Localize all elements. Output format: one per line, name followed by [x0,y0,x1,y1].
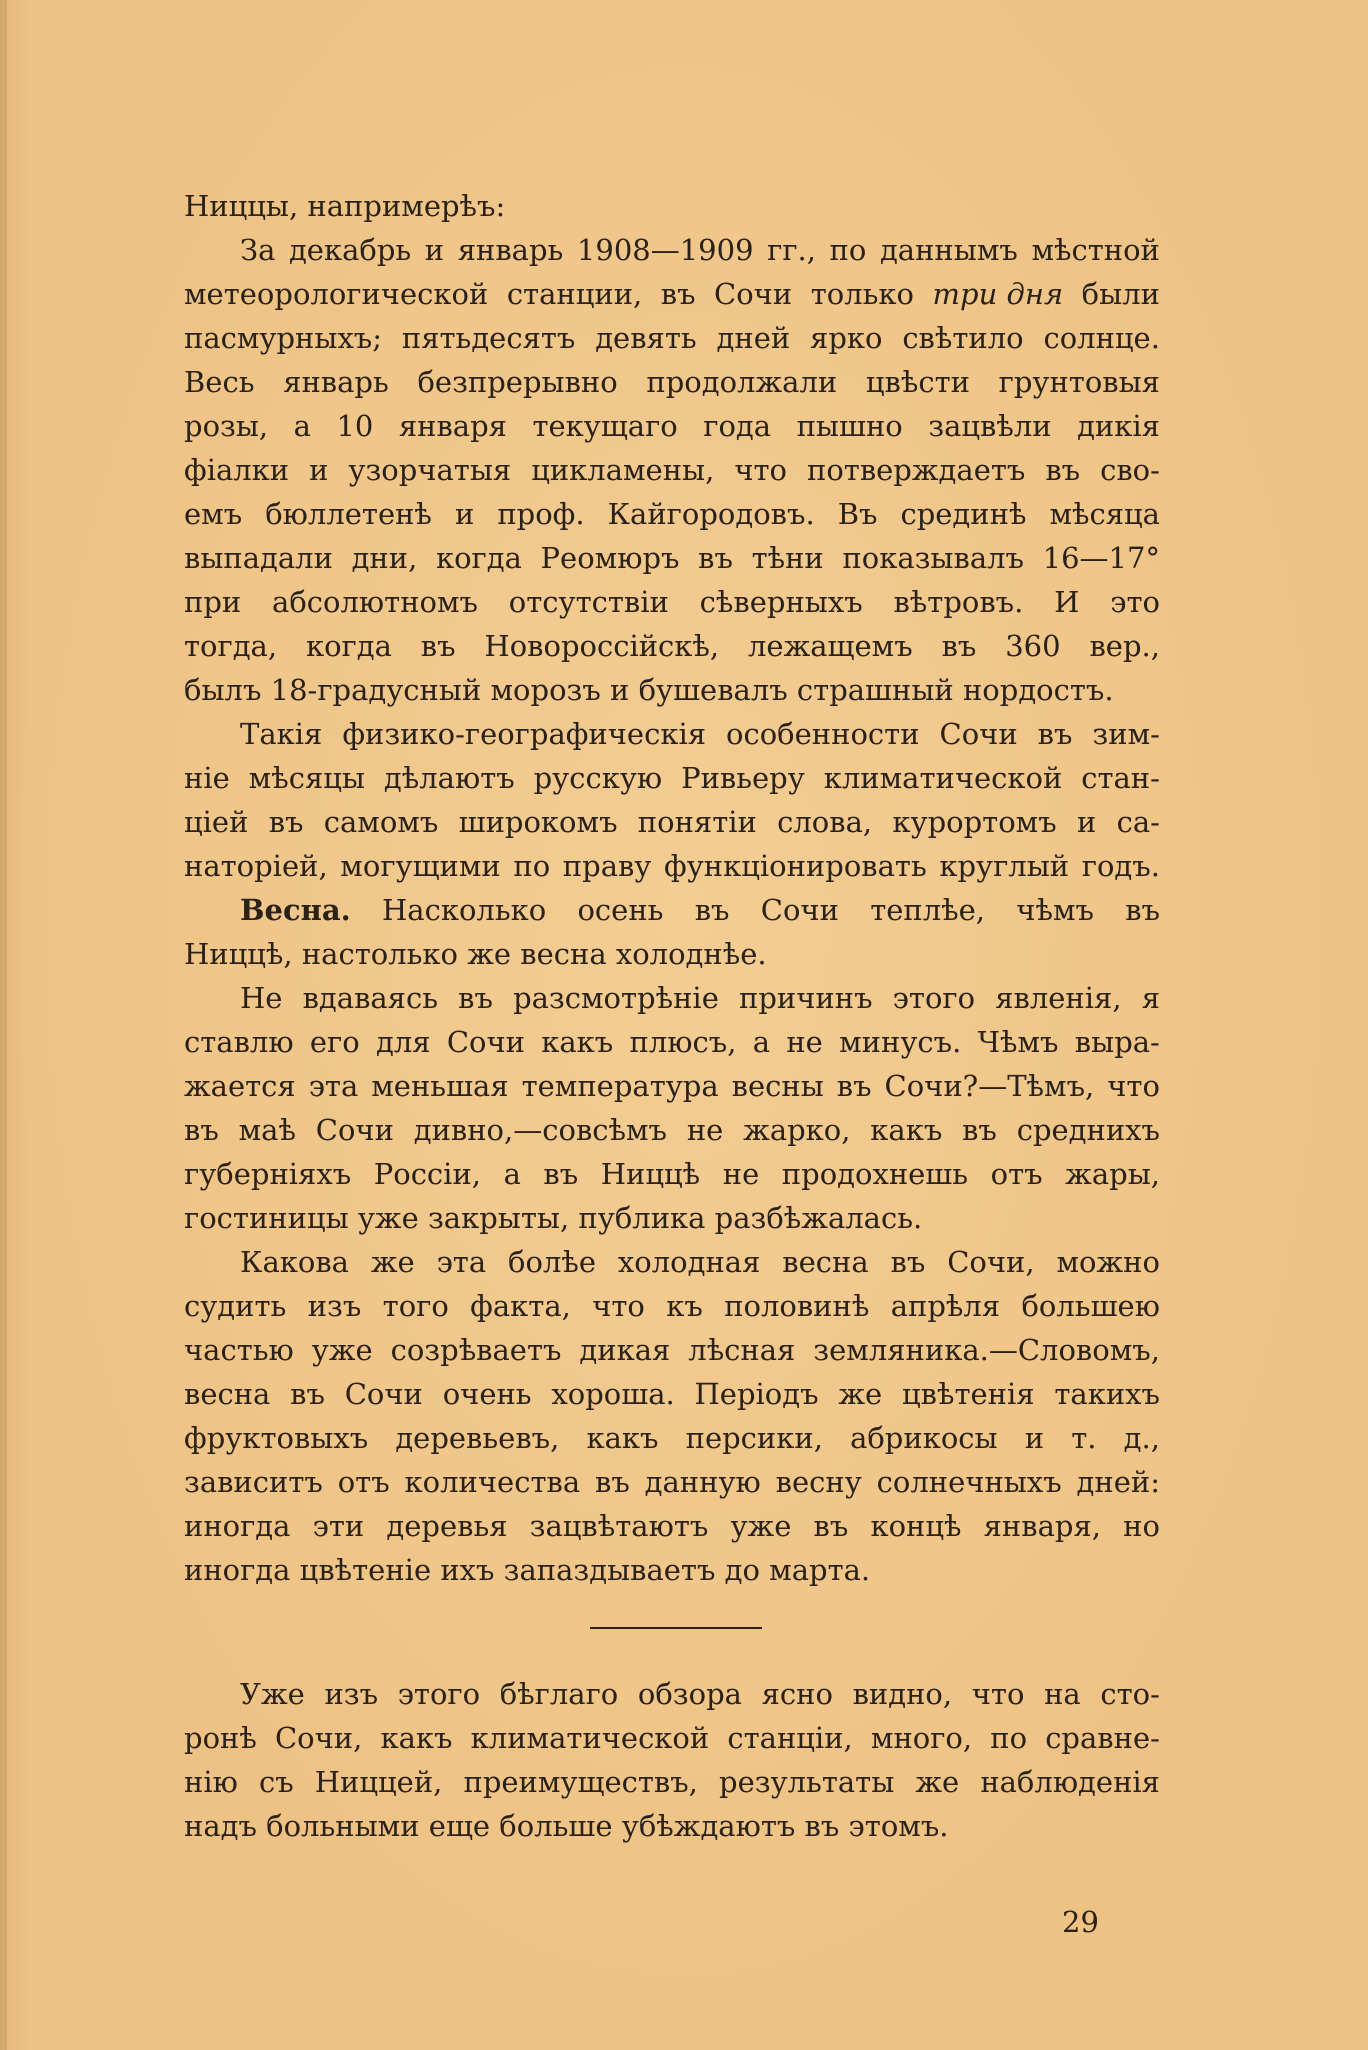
word: не [722,1157,760,1191]
word: иногда [184,1509,291,1543]
word: особенности [726,717,920,751]
text-line [184,888,1160,932]
word: видно, [852,1677,953,1711]
word: декабрь [288,233,412,267]
word: Сочи [344,1377,423,1411]
word: сто- [1100,1677,1160,1711]
word: весну [775,1465,862,1499]
word: грунтовыя [998,365,1160,399]
word: гостиницы уже закрыты, публика разбѣжалась. [184,1201,923,1235]
word: Ниццы, напримерѣъ: [184,189,506,223]
word: жается [184,1069,296,1103]
word: лежащемъ [748,629,913,663]
word: безпрерывно [417,365,618,399]
word: мѣсяца [1049,497,1160,531]
word: изъ [324,1677,379,1711]
word: самомъ [323,805,439,839]
word: въ [660,277,696,311]
word: этого [892,981,976,1015]
text-line [184,624,1160,668]
word: къ [666,1289,703,1323]
text-line [184,1284,1160,1328]
word: Сочи, [274,1721,363,1755]
text-line [184,1240,1160,1284]
word: большею [1021,1289,1160,1323]
word: годъ. [1081,849,1160,883]
paragraph-without-going-into [184,976,1160,1240]
word: меньшая [371,1069,509,1103]
word: солнце. [1043,321,1160,355]
text-line [184,536,1160,580]
word: выпадали [184,541,333,575]
word: За [240,233,276,267]
word: круглый [939,849,1070,883]
word: проф. [497,497,585,531]
word: эта [308,1069,359,1103]
word: Весь [184,365,255,399]
word: абсолютномъ [272,585,478,619]
word: хороша. [551,1377,675,1411]
word: 1908—1909 [576,233,754,267]
paragraph-colder-spring [184,1240,1160,1672]
text-line [184,1328,1160,1372]
word: лѣсная [688,1333,796,1367]
word: а [503,1157,521,1191]
paragraph-conclusion [184,1672,1160,1848]
word: климатической [470,1721,710,1755]
text-line [184,492,1160,536]
word: такихъ [1054,1377,1160,1411]
word: и [1076,805,1097,839]
text-line [184,712,1160,756]
word: половинѣ [724,1289,870,1323]
word: не [686,1113,724,1147]
word: Кайгородовъ. [607,497,815,531]
word: дней: [1076,1465,1160,1499]
word: среднихъ [1016,1113,1160,1147]
word: даннымъ [879,233,1018,267]
word: Россіи, [373,1157,481,1191]
word: И [1054,585,1080,619]
word: Сочи?—Тѣмъ, [884,1069,1095,1103]
page-number: 29 [1062,1905,1099,1939]
word: сво- [1100,453,1160,487]
word: и [1024,1421,1045,1455]
word: Ниццѣ [600,1157,701,1191]
paragraph-spring [184,888,1160,976]
word: а [752,1025,771,1059]
word: дѣлаютъ [383,761,515,795]
word: физико-географическія [342,717,707,751]
word: вдаваясь [302,981,439,1015]
word: тѣни [751,541,824,575]
word: же [838,1377,883,1411]
word: бѣглаго [499,1677,619,1711]
word: разсмотрѣніе [513,981,719,1015]
word: праву [562,849,652,883]
word: въ [962,1113,997,1147]
text-line [184,1020,1160,1064]
word: дикая [579,1333,671,1367]
word: станции, [506,277,643,311]
word: въ [1045,453,1081,487]
word: наторіей, [184,849,328,883]
word: са- [1116,805,1160,839]
word: отъ [337,1465,390,1499]
word: земляника.—Словомъ, [813,1333,1160,1367]
word: вер., [1089,629,1160,663]
word: данную [644,1465,761,1499]
word: понятіи [637,805,757,839]
word: Сочи [446,1025,525,1059]
word: и [424,233,445,267]
word: весны [731,1069,824,1103]
word: въ [836,1069,872,1103]
text-line [184,1108,1160,1152]
paragraph-december-january [184,228,1160,712]
word: Ниццей, [314,1765,443,1799]
word: дивно,—совсѣмъ [413,1113,668,1147]
word: обзора [637,1677,742,1711]
word: зацвѣли [928,409,1052,443]
word: продолжали [646,365,838,399]
word: д., [1123,1421,1160,1455]
text-line [184,1152,1160,1196]
word: надъ больными еще больше убѣждаютъ въ этомъ. [184,1809,949,1843]
word: маѣ [238,1113,296,1147]
text-line [184,932,1160,976]
word: количества [404,1465,581,1499]
word: явленія, [995,981,1122,1015]
text-line [184,800,1160,844]
word: зим- [1092,717,1160,751]
text-line [184,1372,1160,1416]
word: съ [258,1765,294,1799]
word: по [829,233,867,267]
word: цвѣсти [865,365,970,399]
word: пышно [796,409,903,443]
text-line [184,272,1160,316]
word: для [375,1025,431,1059]
word: ціей [184,805,249,839]
word: эти [312,1509,365,1543]
word: концѣ [870,1509,962,1543]
text-line [184,976,1160,1020]
word: я [1141,981,1160,1015]
word: частью [184,1333,294,1367]
word: бюллетенѣ [265,497,432,531]
word: въ [813,1509,849,1543]
word: климатической [823,761,1063,795]
word: могущими [340,849,501,883]
word: что [1107,1069,1160,1103]
word: результаты [719,1765,895,1799]
word: 10 [336,409,374,443]
word: уже [730,1509,792,1543]
word: иногда цвѣтеніе ихъ запаздываетъ до марта. [184,1553,871,1587]
word: эта [436,1245,487,1279]
word: деревья [386,1509,508,1543]
word: девять [595,321,697,355]
word: ніе [184,761,230,795]
word: Въ [837,497,878,531]
word: какъ [586,1421,659,1455]
word: уже [311,1333,373,1367]
word: дни, [351,541,418,575]
word: мѣстной [1031,233,1160,267]
word: это [1110,585,1160,619]
word: и [454,497,475,531]
word: очень [442,1377,532,1411]
word: Чѣмъ [977,1025,1059,1059]
word: выра- [1074,1025,1160,1059]
word: Ривьеру [681,761,805,795]
word: Насколько [382,893,547,927]
word: сѣверныхъ [699,585,863,619]
word: ярко [810,321,883,355]
text-line [184,1064,1160,1108]
word: Реомюръ [540,541,680,575]
word: срединѣ [900,497,1027,531]
word: что [971,1677,1025,1711]
word: жары, [1065,1157,1160,1191]
word: когда [305,629,392,663]
word: Сочи [714,277,793,311]
word: январь [283,365,389,399]
word: станціи, [727,1721,853,1755]
word: не [786,1025,823,1059]
word: продохнешь [781,1157,969,1191]
word: и [309,453,329,487]
text-line [184,1460,1160,1504]
word: можно [1056,1245,1160,1279]
text-line [184,404,1160,448]
word: Какова [240,1245,349,1279]
word: пасмурныхъ; [184,321,383,355]
word: только [810,277,914,311]
word: въ [420,629,456,663]
word: въ [458,981,493,1015]
word: этого [397,1677,481,1711]
paragraph-intro [184,184,1160,228]
word: по [990,1721,1028,1755]
word: болѣе [508,1245,597,1279]
word: января, [983,1509,1101,1543]
word: въ [543,1157,579,1191]
word: судить [184,1289,287,1323]
text-line [184,316,1160,360]
word: чѣмъ [1016,893,1094,927]
word: 16—17° [1042,541,1160,575]
word: метеорологической [184,277,489,311]
word: въ [1125,893,1160,927]
word: губерніяхъ [184,1157,352,1191]
word: мѣсяцы [248,761,365,795]
text-line [184,448,1160,492]
text-line [184,844,1160,888]
word: слова, [777,805,873,839]
word: въ [268,805,304,839]
word: Періодъ [694,1377,819,1411]
word: Сочи [760,893,839,927]
text-line [184,228,1160,272]
word: 360 [1005,629,1061,663]
word: свѣтило [902,321,1024,355]
word: теплѣе, [870,893,986,927]
word: того [382,1289,449,1323]
word: Сочи [939,717,1018,751]
word: широкомъ [458,805,618,839]
word: года [703,409,772,443]
word: въ [890,1245,926,1279]
word: въ [290,1377,325,1411]
word: январь [457,233,564,267]
word: текущаго [532,409,678,443]
word: по [513,849,551,883]
word: въ [184,1113,219,1147]
word: какъ [870,1113,943,1147]
word: т. [1071,1421,1097,1455]
word: цвѣтенія [902,1377,1035,1411]
word: Ниццѣ, настолько же весна холоднѣе. [184,937,767,971]
word: нію [184,1765,238,1799]
word: но [1123,1509,1160,1543]
word: на [1044,1677,1081,1711]
word: дикія [1077,409,1160,443]
word: емъ [184,497,243,531]
word: дней [716,321,791,355]
word: отъ [990,1157,1043,1191]
word: много, [870,1721,973,1755]
word: фіалки [184,453,290,487]
word: сравне- [1045,1721,1160,1755]
text-line [184,1196,1160,1240]
word: въ [941,629,977,663]
word: были [1081,277,1160,311]
word: зацвѣтаютъ [529,1509,709,1543]
word: показывалъ [842,541,1024,575]
word: факта, [470,1289,571,1323]
word: минусъ. [839,1025,962,1059]
text-line [184,1716,1160,1760]
text-line [184,1416,1160,1460]
word: его [309,1025,360,1059]
word: ясно [761,1677,833,1711]
word: осень [577,893,664,927]
text-line [184,184,1160,228]
word: фруктовыхъ [184,1421,369,1455]
word: а [293,409,311,443]
word: деревьевъ, [395,1421,560,1455]
word: при [184,585,242,619]
word: Сочи [315,1113,394,1147]
word: въ [694,893,730,927]
word: гг., [767,233,816,267]
word: Новороссійскѣ, [484,629,720,663]
word: русскую [533,761,663,795]
word: плюсъ, [629,1025,737,1059]
word: цикламены, [531,453,715,487]
word: апрѣля [890,1289,1001,1323]
word: зависитъ [184,1465,323,1499]
text-line [184,1760,1160,1804]
word: же [370,1245,415,1279]
word: созрѣваетъ [390,1333,562,1367]
paragraph-physical-geography [184,712,1160,888]
section-heading: Весна. [240,893,351,927]
word: Такія [240,717,323,751]
text-line [184,756,1160,800]
word: узорчатыя [348,453,512,487]
word: что [734,453,788,487]
word: ставлю [184,1025,294,1059]
body-text [184,184,1160,1848]
emphasis-text: три дня [932,277,1064,311]
word: весна [782,1245,869,1279]
word: же [915,1765,960,1799]
word: преимуществъ, [463,1765,698,1799]
word: ронѣ [184,1721,257,1755]
word: въ [595,1465,630,1499]
word: какъ [380,1721,453,1755]
text-line [184,1672,1160,1716]
word: былъ 18-градусный морозъ и бушевалъ страшный нордостъ. [184,673,1114,707]
word: вѣтровъ. [893,585,1024,619]
word: въ [698,541,733,575]
word: холодная [617,1245,761,1279]
word: Уже [240,1677,305,1711]
word: пятьдесятъ [401,321,576,355]
word: курортомъ [892,805,1057,839]
word: когда [435,541,522,575]
word: тогда, [184,629,278,663]
word: розы, [184,409,269,443]
section-separator [590,1627,762,1629]
word: отсутствіи [508,585,669,619]
word: функціонировать [664,849,927,883]
text-line [184,580,1160,624]
word: температура [521,1069,719,1103]
word: января [398,409,507,443]
word: жарко, [743,1113,851,1147]
word: причинъ [739,981,873,1015]
word: солнечныхъ [876,1465,1062,1499]
text-line [184,1804,1160,1848]
word: потверждаетъ [806,453,1026,487]
word: стан- [1081,761,1160,795]
text-line [184,360,1160,404]
text-line [184,1504,1160,1548]
text-line [184,668,1160,712]
word: персики, [685,1421,823,1455]
word: изъ [307,1289,362,1323]
word: какъ [541,1025,614,1059]
word: Сочи, [947,1245,1035,1279]
word: весна [184,1377,271,1411]
text-line [184,1548,1160,1592]
word: абрикосы [850,1421,998,1455]
word: наблюденія [980,1765,1160,1799]
word: Не [240,981,283,1015]
word: въ [1037,717,1073,751]
word: что [592,1289,645,1323]
